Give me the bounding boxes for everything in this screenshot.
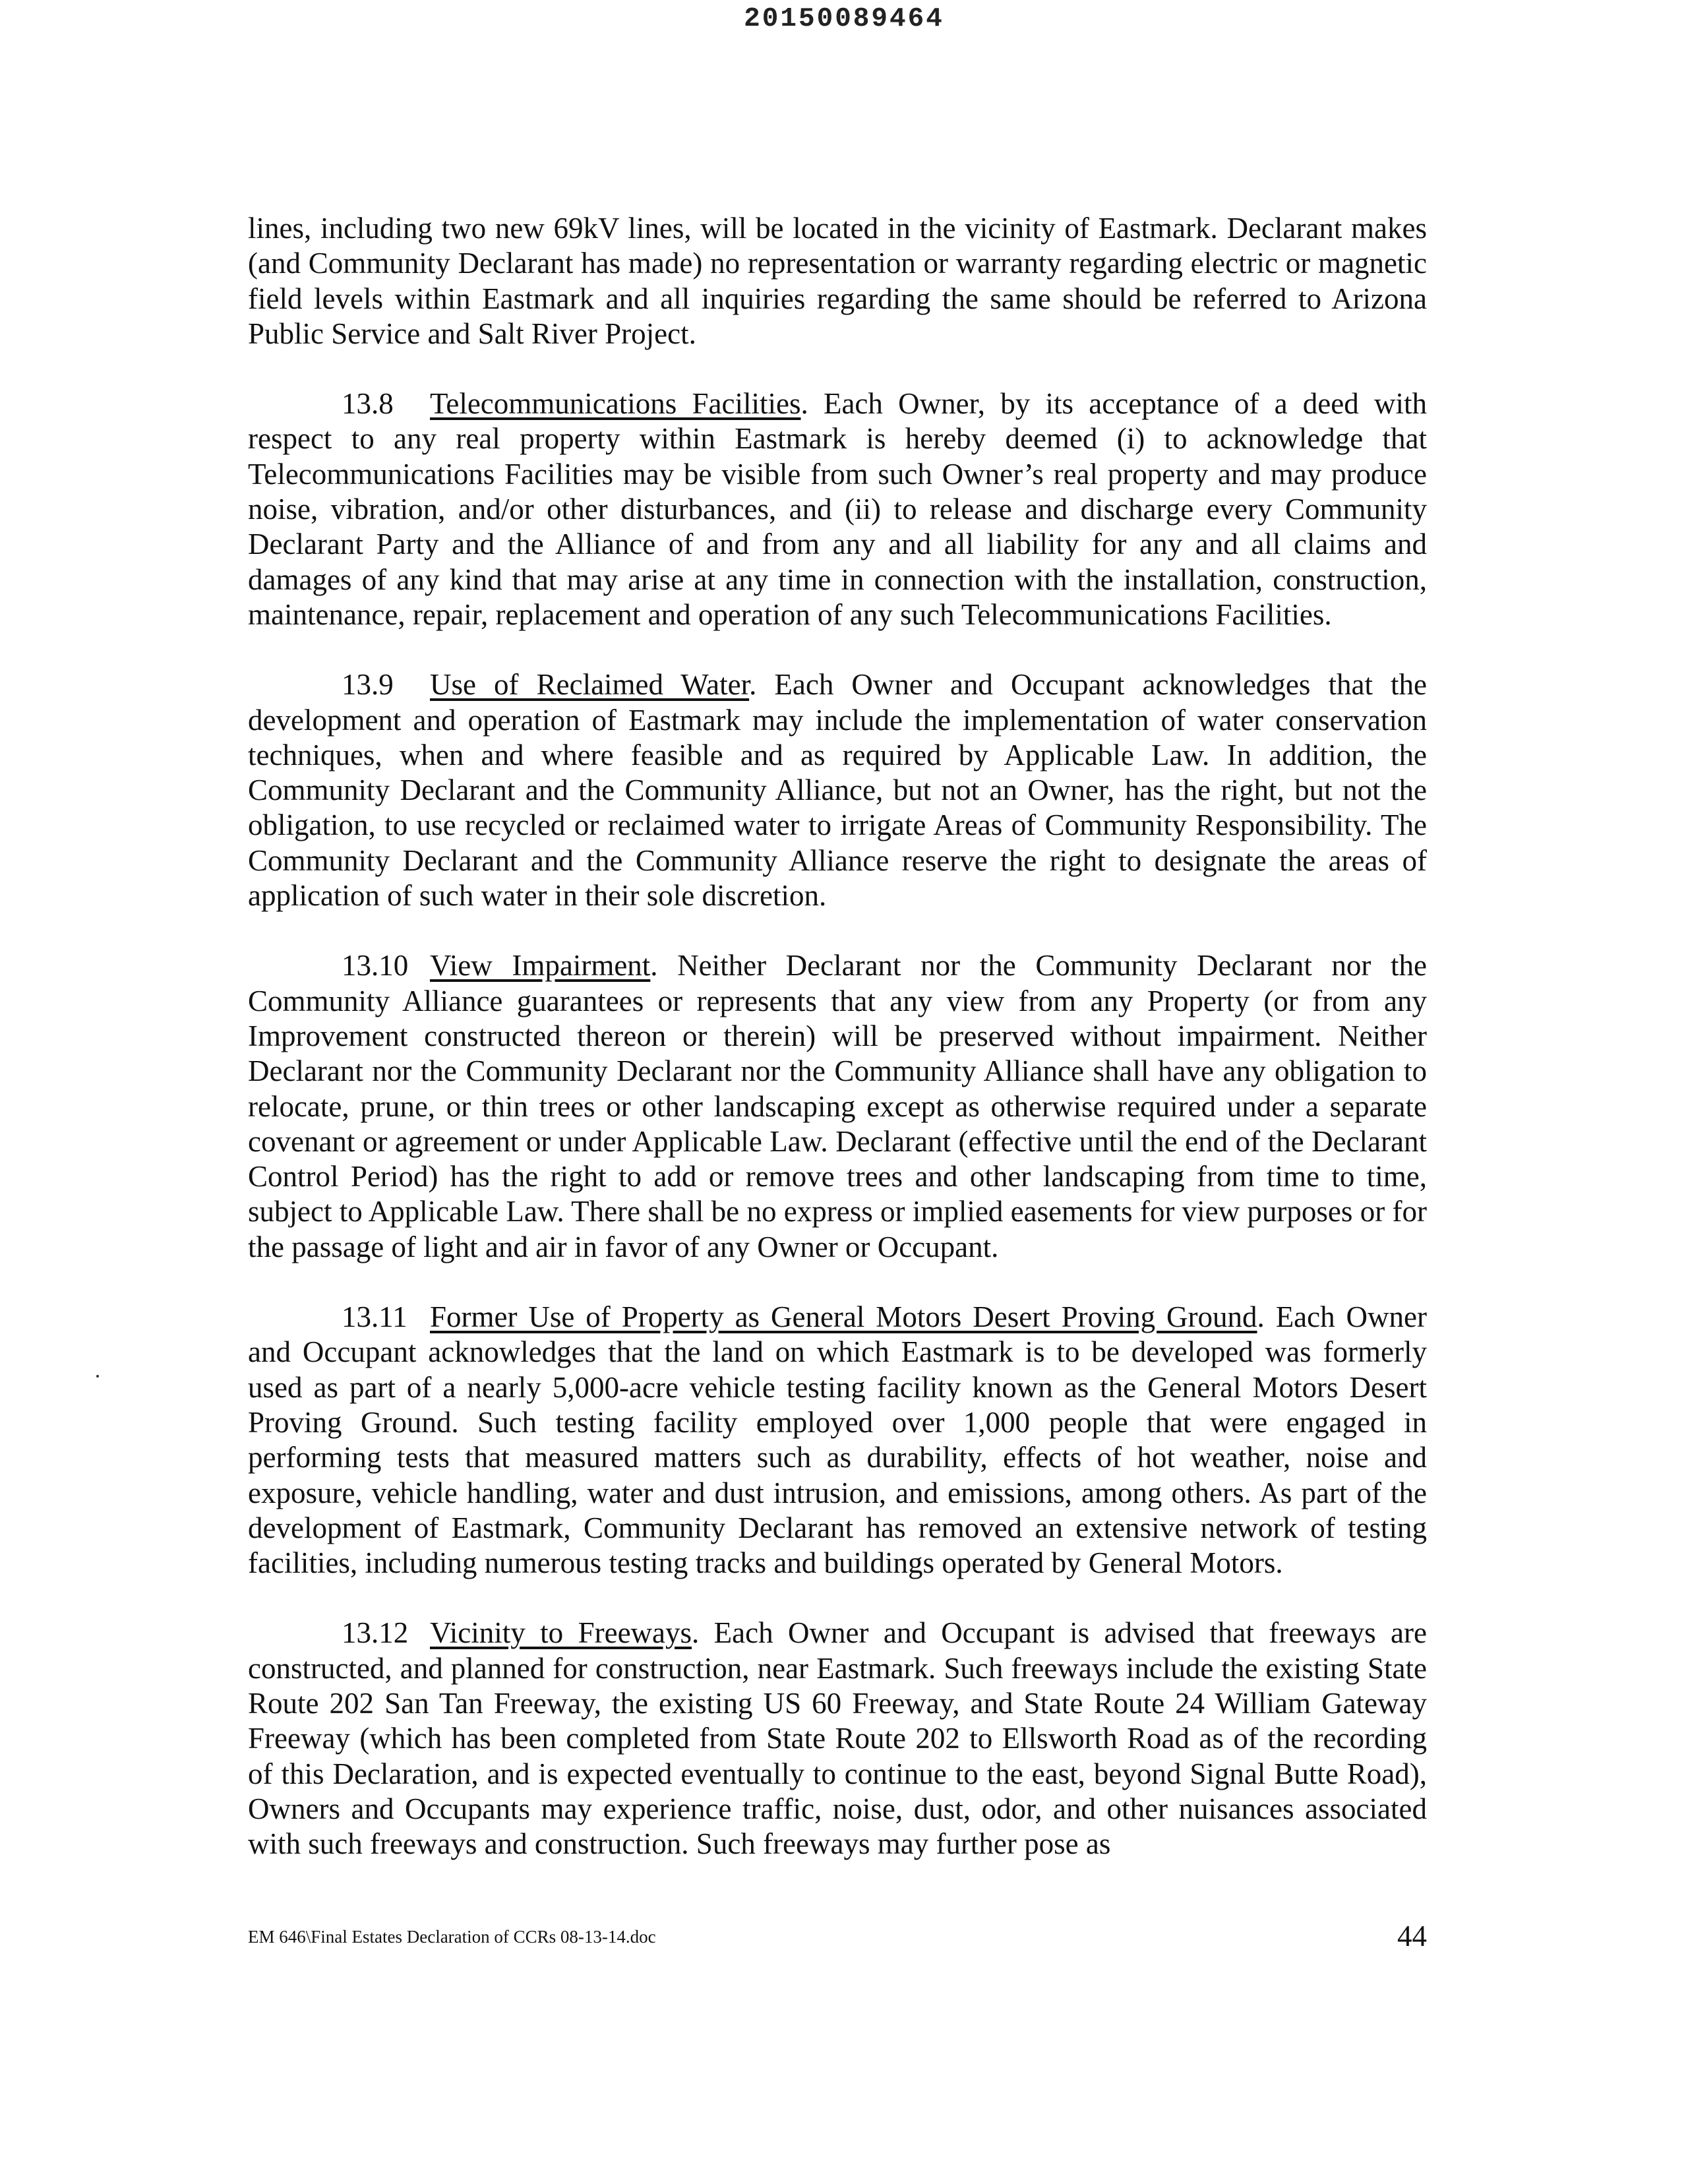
paragraph-text: lines, including two new 69kV lines, will be located in the vicinity of Eastmark. Declarant makes (and Community Declarant has made) no representation or warranty regarding electric or magnetic field levels within Eastmark and all inquiries regarding the same should be referred to Arizona Public Service and Salt River Project. bbox=[248, 212, 1427, 350]
scan-speck bbox=[96, 1375, 99, 1378]
section-number: 13.10 bbox=[342, 949, 409, 983]
section-number: 13.9 bbox=[342, 668, 394, 702]
section-title: Use of Reclaimed Water bbox=[430, 668, 750, 702]
section-text: . Each Owner, by its acceptance of a deed with respect to any real property within Eastmark is hereby deemed (i) to acknowledge that Telecommunications Facilities may be visible from such Owner’s real property and may produce noise, vibration, and/or other disturbances, and (ii) to release and discharge every Community Declarant Party and the Alliance of and from any and all liability for any and all claims and damages of any kind that may arise at any time in connection with the installation, construction, maintenance, repair, replacement and operation of any such Telecommunications Facilities. bbox=[248, 387, 1428, 631]
section-text: . Each Owner and Occupant is advised that freeways are constructed, and planned for construction, near Eastmark. Such freeways include the existing State Route 202 San Tan Freeway, the existing US 60 Freeway, and State Route 24 William Gateway Freeway (which has been completed from State Route 202 to Ellsworth Road as of the recording of this Declaration, and is expected eventually to continue to the east, beyond Signal Butte Road), Owners and Occupants may experience traffic, noise, dust, odor, and other nuisances associated with such freeways and construction. Such freeways may further pose as bbox=[248, 1616, 1427, 1861]
footer-file-name: EM 646\Final Estates Declaration of CCRs 08-13-14.doc bbox=[248, 1927, 656, 1947]
section-title: Telecommunications Facilities bbox=[430, 387, 801, 421]
section-13-12 bbox=[248, 1616, 1427, 1862]
page-number: 44 bbox=[1397, 1920, 1427, 1953]
section-number: 13.12 bbox=[342, 1616, 409, 1650]
section-text: . Neither Declarant nor the Community Declarant nor the Community Alliance guarantees or represents that any view from any Property (or from any Improvement constructed thereon or therein) will be preserved without impairment. Neither Declarant nor the Community Declarant nor the Community Alliance shall have any obligation to relocate, prune, or thin trees or other landscaping except as otherwise required under a separate covenant or agreement or under Applicable Law. Declarant (effective until the end of the Declarant Control Period) has the right to add or remove trees and other landscaping from time to time, subject to Applicable Law. There shall be no express or implied easements for view purposes or for the passage of light and air in favor of any Owner or Occupant. bbox=[248, 949, 1427, 1263]
document-number: 20150089464 bbox=[744, 4, 944, 34]
section-number: 13.8 bbox=[342, 387, 394, 421]
section-title: View Impairment bbox=[430, 949, 651, 983]
section-text: . Each Owner and Occupant acknowledges that the land on which Eastmark is to be developed was formerly used as part of a nearly 5,000-acre vehicle testing facility known as the General Motors Desert Proving Ground. Such testing facility employed over 1,000 people that were engaged in performing tests that measured matters such as durability, effects of hot weather, noise and exposure, vehicle handling, water and dust intrusion, and emissions, among others. As part of the development of Eastmark, Community Declarant has removed an extensive network of testing facilities, including numerous testing tracks and buildings operated by General Motors. bbox=[248, 1300, 1428, 1580]
section-13-9 bbox=[248, 667, 1427, 913]
section-title: Former Use of Property as General Motors Desert Proving Ground bbox=[430, 1300, 1257, 1334]
section-13-8 bbox=[248, 386, 1427, 632]
section-text: . Each Owner and Occupant acknowledges that the development and operation of Eastmark may include the implementation of water conservation techniques, when and where feasible and as required by Applicable Law. In addition, the Community Declarant and the Community Alliance, but not an Owner, has the right, but not the obligation, to use recycled or reclaimed water to irrigate Areas of Community Responsibility. The Community Declarant and the Community Alliance reserve the right to designate the areas of application of such water in their sole discretion. bbox=[248, 668, 1428, 913]
section-number: 13.11 bbox=[342, 1300, 407, 1334]
section-13-11 bbox=[248, 1300, 1427, 1581]
paragraph-continuation bbox=[248, 211, 1427, 351]
document-body bbox=[248, 211, 1427, 1896]
section-13-10 bbox=[248, 948, 1427, 1265]
section-title: Vicinity to Freeways bbox=[430, 1616, 692, 1650]
